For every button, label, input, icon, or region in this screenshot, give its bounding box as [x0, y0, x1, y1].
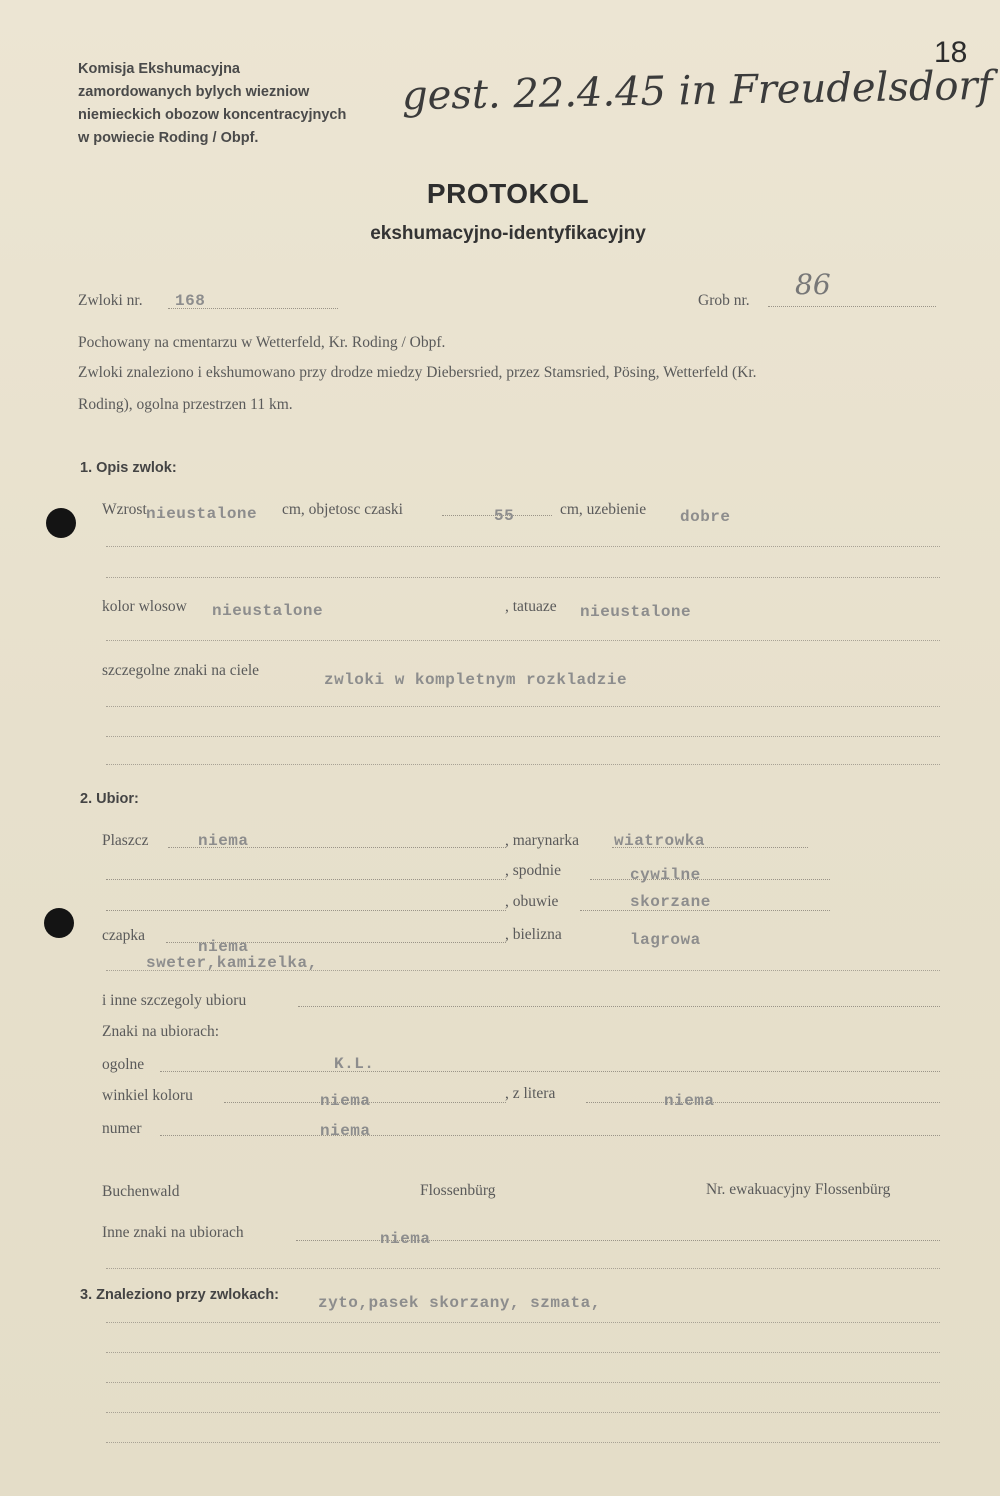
znaki-value: zwloki w kompletnym rozkladzie — [324, 671, 628, 689]
marynarka-value: wiatrowka — [614, 832, 705, 850]
litera-dotline — [586, 1102, 940, 1103]
found-text-line-2: Roding), ogolna przestrzen 11 km. — [78, 396, 293, 413]
found-text-line-1: Zwloki znaleziono i ekshumowano przy drodze miedzy Diebersried, przez Stamsried, Pösing, Wetterfeld (Kr. — [78, 364, 757, 381]
czapka-label: czapka — [102, 927, 146, 944]
row-line — [106, 736, 940, 737]
row-line — [106, 910, 506, 911]
row-line — [106, 879, 506, 880]
litera-label: , z litera — [505, 1085, 556, 1102]
row-line — [106, 706, 940, 707]
spodnie-value: cywilne — [630, 866, 701, 884]
buried-text: Pochowany na cmentarzu w Wetterfeld, Kr. Roding / Obpf. — [78, 334, 446, 351]
uzebienie-value: dobre — [680, 508, 731, 526]
czaszka-label: cm, objetosc czaski — [282, 501, 403, 518]
row-line — [106, 1442, 940, 1443]
extra-clothing-value: sweter,kamizelka, — [146, 954, 318, 972]
winkiel-value: niema — [320, 1092, 371, 1110]
org-line-1: Komisja Ekshumacyjna — [78, 61, 240, 77]
tatuaze-label: , tatuaze — [505, 598, 557, 615]
buchenwald-label: Buchenwald — [102, 1183, 180, 1200]
section-2-heading: 2. Ubior: — [80, 791, 139, 807]
numer-dotline — [160, 1135, 940, 1136]
row-line — [106, 1268, 940, 1269]
numer-value: niema — [320, 1122, 371, 1140]
ogolne-value: K.L. — [334, 1055, 375, 1073]
obuwie-label: , obuwie — [505, 893, 559, 910]
handwritten-note: gest. 22.4.45 in Freudelsdorf — [401, 62, 993, 120]
wzrost-label: Wzrost — [102, 501, 147, 518]
row-line — [106, 640, 940, 641]
row-line — [106, 1352, 940, 1353]
winkiel-label: winkiel koloru — [102, 1087, 193, 1104]
row-line — [106, 577, 940, 578]
document-title: PROTOKOL — [426, 178, 590, 209]
grob-dotline — [768, 306, 936, 307]
bielizna-label: , bielizna — [505, 926, 562, 943]
litera-value: niema — [664, 1092, 715, 1110]
grob-label: Grob nr. — [698, 292, 750, 309]
obuwie-value: skorzane — [630, 893, 711, 911]
section-3-heading: 3. Znaleziono przy zwlokach: — [80, 1287, 280, 1303]
uzebienie-label: cm, uzebienie — [560, 501, 647, 518]
row-line — [106, 970, 940, 971]
plaszcz-label: Plaszcz — [102, 832, 149, 849]
punch-hole-top — [46, 508, 76, 538]
numer-label: numer — [102, 1120, 142, 1137]
inne-znaki-value: niema — [380, 1230, 431, 1248]
flossenburg-label: Flossenbürg — [420, 1182, 496, 1199]
marynarka-label: , marynarka — [505, 832, 580, 849]
row-line — [106, 1382, 940, 1383]
row-line — [106, 1412, 940, 1413]
czapka-value: niema — [198, 938, 249, 956]
page-number: 18 — [934, 36, 968, 69]
znaki-ubior-label: Znaki na ubiorach: — [102, 1023, 220, 1040]
org-line-4: w powiecie Roding / Obpf. — [78, 130, 259, 146]
ogolne-label: ogolne — [102, 1056, 145, 1073]
org-line-3: niemieckich obozow koncentracyjnych — [78, 107, 347, 123]
tatuaze-value: nieustalone — [580, 603, 692, 621]
inne-label: i inne szczegoly ubioru — [102, 992, 247, 1009]
bielizna-value: lagrowa — [630, 931, 701, 949]
row-line — [106, 1322, 940, 1323]
inne-dotline — [298, 1006, 940, 1007]
kolor-value: nieustalone — [212, 602, 324, 620]
document-subtitle: ekshumacyjno-identyfikacyjny — [370, 223, 646, 244]
punch-hole-bottom — [44, 908, 74, 938]
kolor-label: kolor wlosow — [102, 598, 187, 615]
spodnie-dotline — [590, 879, 830, 880]
zwloki-label: Zwloki nr. — [78, 292, 143, 309]
row-line — [106, 546, 940, 547]
czaszka-value: 55 — [494, 507, 515, 525]
znaki-label: szczegolne znaki na ciele — [102, 662, 260, 679]
row-line — [106, 764, 940, 765]
plaszcz-value: niema — [198, 832, 249, 850]
inne-znaki-label: Inne znaki na ubiorach — [102, 1224, 244, 1241]
section-3-value: zyto,pasek skorzany, szmata, — [318, 1294, 601, 1312]
org-line-2: zamordowanych bylych wiezniow — [78, 84, 310, 100]
section-1-heading: 1. Opis zwlok: — [80, 460, 177, 476]
ogolne-dotline — [160, 1071, 940, 1072]
zwloki-value: 168 — [175, 292, 206, 310]
spodnie-label: , spodnie — [505, 862, 561, 879]
ewakuacyjny-label: Nr. ewakuacyjny Flossenbürg — [706, 1181, 891, 1198]
grob-value: 86 — [795, 268, 831, 301]
wzrost-value: nieustalone — [146, 505, 258, 523]
